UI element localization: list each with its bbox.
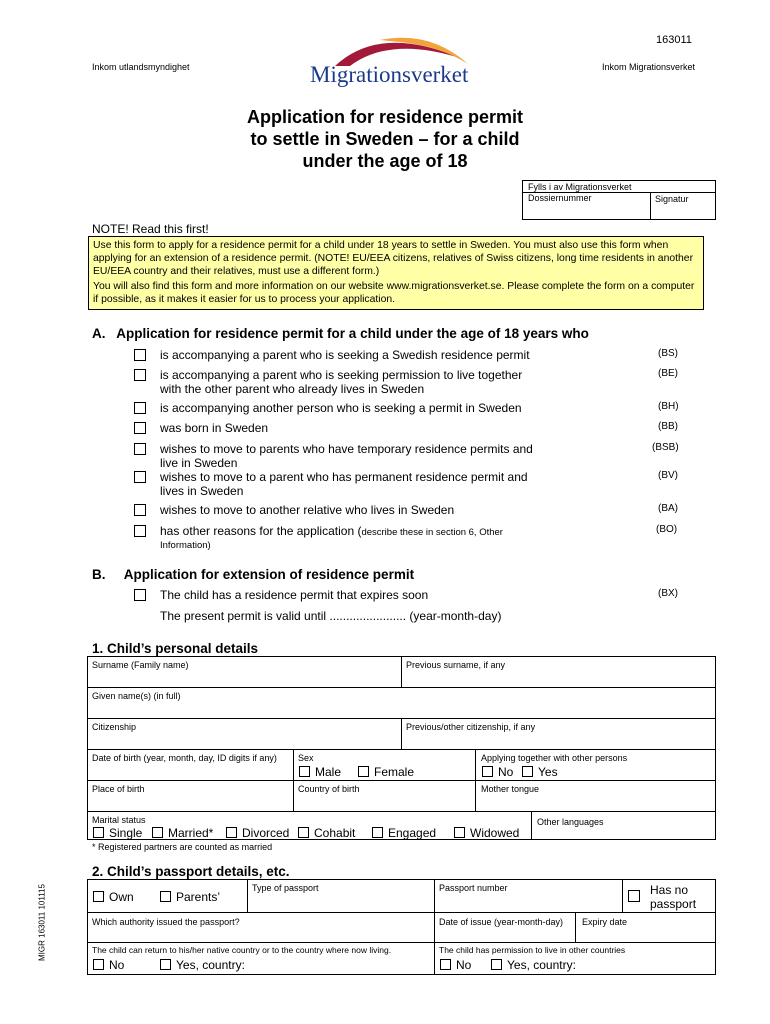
office-use-box — [522, 180, 716, 220]
no-passport-label — [650, 883, 696, 911]
dossier-label: Dossiernummer — [528, 193, 592, 203]
passport-text: passport — [650, 897, 697, 911]
place-of-birth-field[interactable] — [87, 780, 293, 811]
citizenship-field[interactable] — [87, 718, 401, 749]
date-of-issue-field[interactable] — [434, 912, 575, 942]
previous-citizenship-label: Previous/other citizenship, if any — [406, 722, 536, 732]
surname-label: Surname (Family name) — [92, 660, 189, 670]
issuing-authority-label: Which authority issued the passport? — [92, 917, 240, 927]
issuing-authority-field[interactable] — [87, 912, 434, 942]
can-return-label: The child can return to his/her native country or to the country where now living. — [92, 945, 392, 955]
code-bs: (BS) — [658, 348, 678, 359]
own-checkbox[interactable] — [93, 891, 104, 902]
date-of-birth-label: Date of birth (year, month, day, ID digits if any) — [92, 753, 277, 763]
other-languages-field[interactable] — [531, 811, 715, 839]
note-box — [88, 236, 704, 310]
previous-surname-field[interactable] — [401, 656, 715, 687]
option-bv-line2: lives in Sweden — [160, 484, 244, 498]
parents-label: Parents’ — [176, 890, 221, 904]
no-passport-checkbox[interactable] — [628, 890, 640, 902]
widowed-label: Widowed — [470, 826, 520, 840]
single-label: Single — [109, 826, 143, 840]
option-be-line1: is accompanying a parent who is seeking permission to live together — [160, 368, 523, 382]
option-be-label — [160, 368, 522, 396]
can-return-yes-checkbox[interactable] — [160, 959, 171, 970]
other-countries-field — [434, 942, 715, 974]
sex-female-option[interactable] — [358, 765, 414, 779]
other-countries-label: The child has permission to live in other countries — [439, 945, 626, 955]
option-bo-small: describe these in section 6, Other — [361, 527, 503, 538]
note-paragraph-2: You will also find this form and more information on our website www.migrationsverket.se. Please complete the form on a computer if possible, as it makes it easier for us to process your application. — [93, 281, 695, 305]
migrationsverket-logo — [310, 30, 490, 92]
code-bh: (BH) — [658, 401, 679, 412]
section-1-heading: 1. Child’s personal details — [92, 641, 259, 656]
option-ba-label: wishes to move to another relative who lives in Sweden — [160, 503, 455, 517]
place-of-birth-label: Place of birth — [92, 784, 145, 794]
checkbox-bx[interactable] — [134, 589, 146, 601]
checkbox-bh[interactable] — [134, 402, 146, 414]
expiry-date-field[interactable] — [575, 912, 715, 942]
code-bx: (BX) — [658, 588, 678, 599]
option-bh-label: is accompanying another person who is seeking a permit in Sweden — [160, 401, 522, 415]
page-title — [0, 106, 770, 172]
checkbox-bv[interactable] — [134, 471, 146, 483]
applying-together-yes[interactable] — [522, 765, 558, 779]
passport-type-field[interactable] — [247, 879, 434, 912]
female-label: Female — [374, 765, 415, 779]
code-bo: (BO) — [656, 524, 678, 535]
checkbox-ba[interactable] — [134, 504, 146, 516]
passport-number-label: Passport number — [439, 883, 508, 893]
option-bx-label: The child has a residence permit that expires soon — [160, 588, 429, 602]
marital-cohabit[interactable] — [298, 826, 355, 840]
engaged-label: Engaged — [388, 826, 437, 840]
other-languages-label: Other languages — [537, 817, 604, 827]
side-form-code: MIGR 163011 101115 — [37, 884, 47, 961]
inkom-utland-label: Inkom utlandsmyndighet — [92, 62, 190, 72]
applying-no-label: No — [498, 765, 514, 779]
permit-valid-until[interactable]: The present permit is valid until ....................... (year-month-day) — [160, 609, 502, 623]
marital-married[interactable] — [152, 826, 213, 840]
option-bv-label — [160, 470, 528, 498]
office-use-heading: Fylls i av Migrationsverket — [528, 182, 632, 192]
country-of-birth-label: Country of birth — [298, 784, 360, 794]
section-a-title: Application for residence permit for a child under the age of 18 years who — [116, 326, 589, 341]
can-return-yes[interactable] — [160, 958, 245, 972]
cohabit-label: Cohabit — [314, 826, 356, 840]
passport-number-field[interactable] — [434, 879, 622, 912]
marital-widowed[interactable] — [454, 826, 519, 840]
sex-label: Sex — [298, 753, 314, 763]
no-passport-field — [622, 879, 715, 912]
option-bo-text: has other reasons for the application ( — [160, 524, 362, 538]
marital-engaged[interactable] — [372, 826, 436, 840]
form-number: 163011 — [656, 34, 692, 46]
applying-together-label: Applying together with other persons — [481, 753, 628, 763]
male-checkbox[interactable] — [299, 766, 310, 777]
own-label: Own — [109, 890, 134, 904]
option-bb-label: was born in Sweden — [160, 421, 269, 435]
checkbox-bb[interactable] — [134, 422, 146, 434]
other-countries-no-checkbox[interactable] — [440, 959, 451, 970]
previous-surname-label: Previous surname, if any — [406, 660, 506, 670]
option-be-line2: with the other parent who already lives in Sweden — [160, 382, 425, 396]
option-bo-line2: Information) — [160, 540, 211, 551]
mother-tongue-field[interactable] — [475, 780, 715, 811]
inkom-migrationsverket-label: Inkom Migrationsverket — [602, 62, 696, 72]
has-no-text: Has no — [650, 883, 689, 897]
section-b-letter: B. — [92, 567, 106, 582]
engaged-checkbox[interactable] — [372, 827, 383, 838]
title-line-1: Application for residence permit — [246, 107, 524, 127]
checkbox-bsb[interactable] — [134, 443, 146, 455]
checkbox-bs[interactable] — [134, 349, 146, 361]
married-checkbox[interactable] — [152, 827, 163, 838]
male-label: Male — [315, 765, 342, 779]
option-bsb-line2: live in Sweden — [160, 456, 238, 470]
can-return-yes-label: Yes, country: — [176, 958, 245, 972]
title-line-2: to settle in Sweden – for a child — [250, 129, 520, 149]
other-countries-no[interactable] — [440, 958, 471, 972]
passport-type-label: Type of passport — [252, 883, 319, 893]
other-countries-yes-label: Yes, country: — [507, 958, 576, 972]
section-a-letter: A. — [92, 326, 106, 341]
passport-owner-field — [87, 879, 247, 912]
passport-own-option[interactable] — [93, 890, 134, 904]
expiry-date-label: Expiry date — [582, 917, 628, 927]
option-bv-line1: wishes to move to a parent who has permanent residence permit and — [160, 470, 528, 484]
can-return-no[interactable] — [93, 958, 124, 972]
date-of-issue-label: Date of issue (year-month-day) — [439, 917, 564, 927]
section-2-heading: 2. Child’s passport details, etc. — [92, 864, 290, 879]
marital-single[interactable] — [93, 826, 142, 840]
applying-yes-label: Yes — [538, 765, 558, 779]
widowed-checkbox[interactable] — [454, 827, 465, 838]
option-bo-line1 — [160, 524, 503, 540]
other-countries-yes-checkbox[interactable] — [491, 959, 502, 970]
code-ba: (BA) — [658, 503, 678, 514]
passport-parents-option[interactable] — [160, 890, 220, 904]
can-return-field — [87, 942, 434, 974]
option-bsb-label — [160, 442, 533, 470]
code-bv: (BV) — [658, 470, 678, 481]
title-line-3: under the age of 18 — [302, 151, 468, 171]
option-bsb-line1: wishes to move to parents who have temporary residence permits and — [160, 442, 533, 456]
applying-yes-checkbox[interactable] — [522, 766, 533, 777]
checkbox-be[interactable] — [134, 369, 146, 381]
checkbox-bo[interactable] — [134, 525, 146, 537]
date-of-birth-field[interactable] — [87, 749, 293, 780]
option-bo-label — [160, 524, 503, 552]
other-countries-yes[interactable] — [491, 958, 576, 972]
given-names-field[interactable] — [87, 687, 715, 718]
divorced-label: Divorced — [242, 826, 290, 840]
surname-field[interactable] — [87, 656, 401, 687]
marital-status-field — [87, 811, 531, 839]
marital-divorced[interactable] — [226, 826, 289, 840]
married-label: Married* — [168, 826, 214, 840]
applying-together-field — [475, 749, 715, 780]
previous-citizenship-field[interactable] — [401, 718, 715, 749]
logo-text: Migrationsverket — [310, 62, 469, 87]
section-b-heading — [92, 567, 414, 582]
code-bb: (BB) — [658, 421, 678, 432]
parents-checkbox[interactable] — [160, 891, 171, 902]
code-be: (BE) — [658, 368, 678, 379]
sex-male-option[interactable] — [299, 765, 341, 779]
mother-tongue-label: Mother tongue — [481, 784, 540, 794]
section-1-table — [87, 656, 716, 840]
female-checkbox[interactable] — [358, 766, 369, 777]
section-a-heading — [92, 326, 589, 341]
cohabit-checkbox[interactable] — [298, 827, 309, 838]
note-paragraph-1: Use this form to apply for a residence permit for a child under 18 years to settle in Sweden. You must also use this form when applying for an extension of a residence permit. (NOTE! EU/EEA citizens, relatives of Swiss citizens, long time residents in another EU/EEA country and their relatives, must use a different form.) — [93, 240, 694, 277]
citizenship-label: Citizenship — [92, 722, 137, 732]
can-return-no-checkbox[interactable] — [93, 959, 104, 970]
applying-together-no[interactable] — [482, 765, 513, 779]
can-return-no-label: No — [109, 958, 125, 972]
code-bsb: (BSB) — [652, 442, 679, 453]
note-heading: NOTE! Read this first! — [92, 222, 209, 236]
option-bs-label: is accompanying a parent who is seeking a Swedish residence permit — [160, 348, 530, 362]
section-b-title: Application for extension of residence permit — [123, 567, 415, 582]
divorced-checkbox[interactable] — [226, 827, 237, 838]
signature-field[interactable]: Signatur — [655, 194, 689, 204]
given-names-label: Given name(s) (in full) — [92, 691, 181, 701]
applying-no-checkbox[interactable] — [482, 766, 493, 777]
section-2-table — [87, 879, 716, 975]
sex-field — [293, 749, 475, 780]
single-checkbox[interactable] — [93, 827, 104, 838]
other-countries-no-label: No — [456, 958, 472, 972]
country-of-birth-field[interactable] — [293, 780, 475, 811]
marital-status-label: Marital status — [92, 815, 146, 825]
office-vdivider — [650, 192, 651, 219]
marital-footnote: * Registered partners are counted as married — [92, 842, 273, 852]
